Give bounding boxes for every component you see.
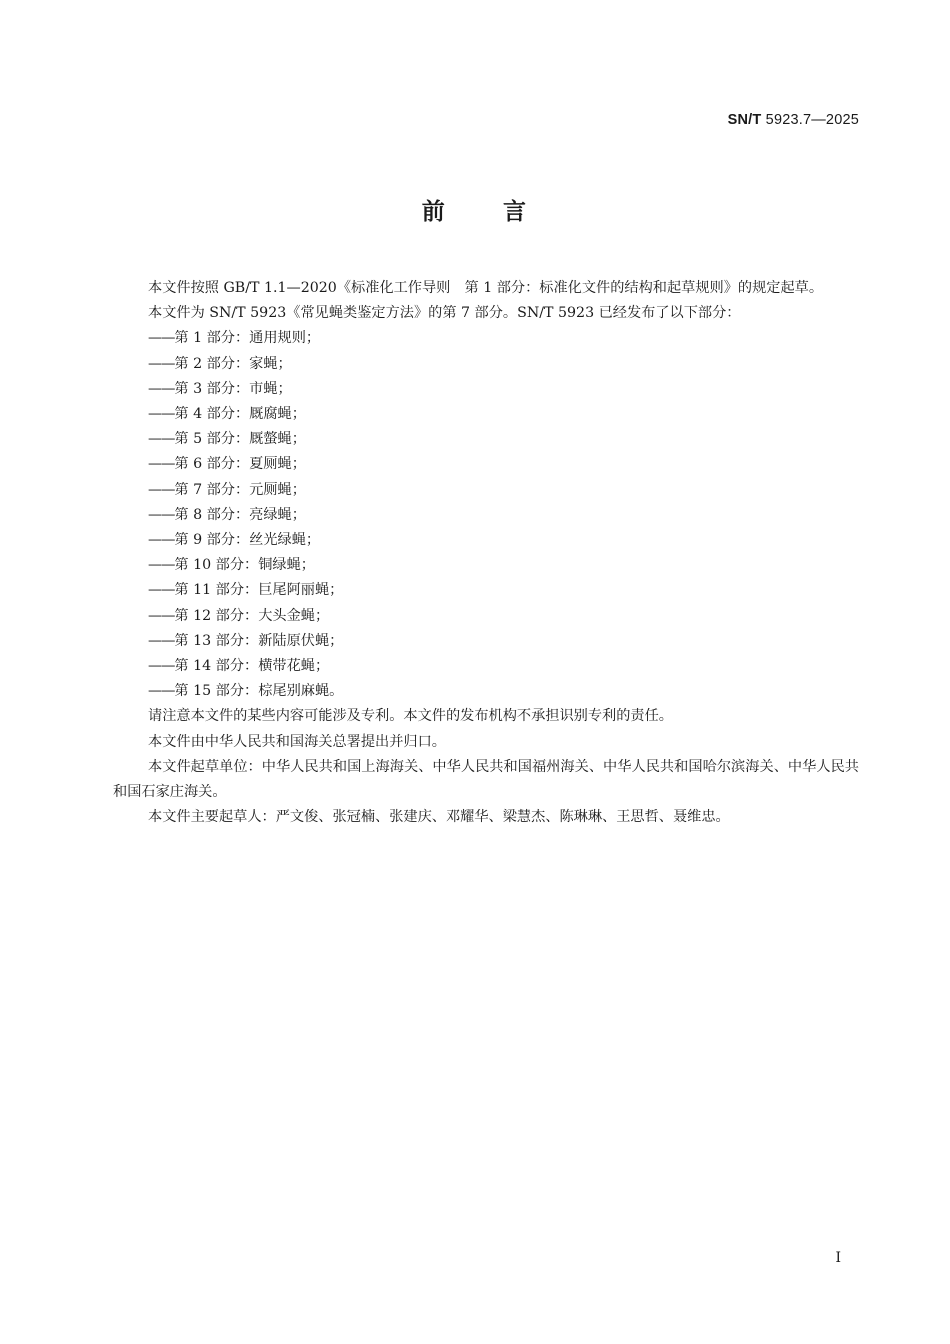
list-dash: —— <box>148 582 175 599</box>
paragraph-drafters: 本文件主要起草人：严文俊、张冠楠、张建庆、邓耀华、梁慧杰、陈琳琳、王思哲、聂维忠。 <box>148 809 730 826</box>
list-item <box>113 377 859 402</box>
list-dash: —— <box>148 456 175 473</box>
list-dash: —— <box>148 380 175 397</box>
list-dash: —— <box>148 506 175 523</box>
list-item-text: 第 4 部分：厩腐蝇； <box>174 406 306 423</box>
list-item <box>113 503 859 528</box>
list-item-text: 第 10 部分：铜绿蝇； <box>174 557 315 574</box>
foreword-body <box>113 276 859 830</box>
list-item-text: 第 3 部分：市蝇； <box>174 380 292 397</box>
list-item-text: 第 6 部分：夏厕蝇； <box>174 456 306 473</box>
list-dash: —— <box>148 557 175 574</box>
parts-list <box>113 326 859 704</box>
list-item-text: 第 1 部分：通用规则； <box>174 330 321 347</box>
list-item <box>113 578 859 603</box>
list-dash: —— <box>148 683 175 700</box>
paragraph-patent-notice: 请注意本文件的某些内容可能涉及专利。本文件的发布机构不承担识别专利的责任。 <box>148 708 673 725</box>
title-char-2: 言 <box>503 199 529 225</box>
list-dash: —— <box>148 431 175 448</box>
list-dash: —— <box>148 632 175 649</box>
list-item <box>113 326 859 351</box>
list-dash: —— <box>148 330 175 347</box>
list-item-text: 第 12 部分：大头金蝇； <box>174 607 330 624</box>
standard-prefix: SN/T <box>727 112 762 128</box>
list-item <box>113 452 859 477</box>
paragraph-series-info: 本文件为 SN/T 5923《常见蝇类鉴定方法》的第 7 部分。SN/T 5923 已经发布了以下部分： <box>148 305 741 322</box>
standard-number: 5923.7—2025 <box>761 112 859 128</box>
list-dash: —— <box>148 355 175 372</box>
list-item-text: 第 14 部分：横带花蝇； <box>174 658 330 675</box>
list-item <box>113 478 859 503</box>
list-item <box>113 654 859 679</box>
list-item-text: 第 9 部分：丝光绿蝇； <box>174 532 321 549</box>
list-dash: —— <box>148 481 175 498</box>
list-item-text: 第 15 部分：棕尾别麻蝇。 <box>174 683 344 700</box>
list-item <box>113 402 859 427</box>
list-item <box>113 629 859 654</box>
list-item <box>113 679 859 704</box>
list-dash: —— <box>148 532 175 549</box>
title-char-1: 前 <box>421 199 447 225</box>
list-item <box>113 528 859 553</box>
paragraph-drafting-units: 本文件起草单位：中华人民共和国上海海关、中华人民共和国福州海关、中华人民共和国哈尔滨海关、中华人民共和国石家庄海关。 <box>113 758 859 801</box>
list-dash: —— <box>148 406 175 423</box>
page-number: I <box>835 1250 841 1266</box>
list-item-text: 第 7 部分：元厕蝇； <box>174 481 306 498</box>
paragraph-proposer: 本文件由中华人民共和国海关总署提出并归口。 <box>148 733 446 750</box>
list-item-text: 第 13 部分：新陆原伏蝇； <box>174 632 344 649</box>
list-item <box>113 604 859 629</box>
list-item-text: 第 5 部分：厩螫蝇； <box>174 431 306 448</box>
list-item <box>113 427 859 452</box>
list-dash: —— <box>148 658 175 675</box>
standard-code <box>728 112 859 128</box>
page-title <box>0 193 950 226</box>
list-item <box>113 352 859 377</box>
list-dash: —— <box>148 607 175 624</box>
list-item-text: 第 2 部分：家蝇； <box>174 355 292 372</box>
list-item-text: 第 8 部分：亮绿蝇； <box>174 506 306 523</box>
paragraph-drafting-rules: 本文件按照 GB/T 1.1—2020《标准化工作导则 第 1 部分：标准化文件的结构和起草规则》的规定起草。 <box>148 280 824 296</box>
list-item-text: 第 11 部分：巨尾阿丽蝇； <box>174 582 344 599</box>
list-item <box>113 553 859 578</box>
